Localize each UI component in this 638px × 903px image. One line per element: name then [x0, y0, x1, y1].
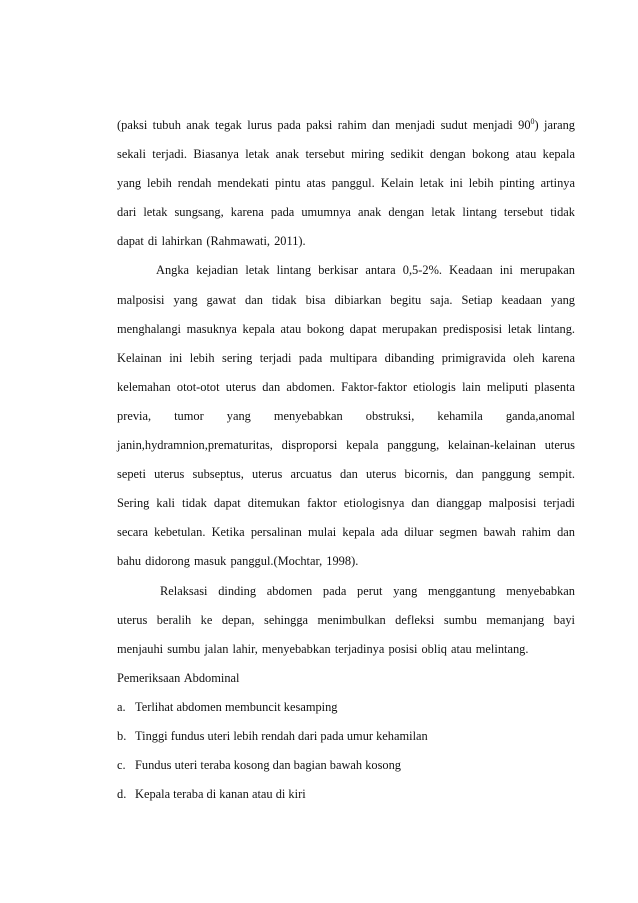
list-item-text: Tinggi fundus uteri lebih rendah dari pada umur kehamilan	[135, 728, 428, 743]
list-marker: c.	[117, 758, 126, 773]
paragraph-line: Relaksasi dinding abdomen pada perut yang menggantung menyebabkan	[160, 583, 575, 598]
paragraph-line: bahu didorong masuk panggul.(Mochtar, 1998).	[117, 554, 359, 569]
paragraph-3	[117, 583, 575, 670]
paragraph-line: Sering kali tidak dapat ditemukan faktor etiologisnya dan dianggap malposisi terjadi	[117, 496, 575, 511]
list-item	[117, 728, 575, 757]
findings-list	[117, 699, 575, 815]
paragraph-line: uterus beralih ke depan, sehingga menimbulkan defleksi sumbu memanjang bayi	[117, 612, 575, 627]
paragraph-line: malposisi yang gawat dan tidak bisa dibiarkan begitu saja. Setiap keadaan yang	[117, 292, 575, 307]
paragraph-1	[117, 117, 575, 262]
line-text-tail: ) jarang	[534, 118, 575, 132]
paragraph-2	[117, 262, 575, 582]
paragraph-line: kelemahan otot-otot uterus dan abdomen. Faktor-faktor etiologis lain meliputi plasenta	[117, 379, 575, 394]
paragraph-line: previa, tumor yang menyebabkan obstruksi, kehamila ganda,anomal	[117, 408, 575, 423]
list-item-text: Terlihat abdomen membuncit kesamping	[135, 699, 338, 714]
list-item-text: Kepala teraba di kanan atau di kiri	[135, 787, 306, 802]
paragraph-line: dapat di lahirkan (Rahmawati, 2011).	[117, 234, 306, 249]
paragraph-line: yang lebih rendah mendekati pintu atas panggul. Kelain letak ini lebih pinting artinya	[117, 176, 575, 191]
degree-superscript: 0	[530, 116, 535, 126]
paragraph-line: sekali terjadi. Biasanya letak anak tersebut miring sedikit dengan bokong atau kepala	[117, 147, 575, 162]
line-text: (paksi tubuh anak tegak lurus pada paksi rahim dan menjadi sudut menjadi 90	[117, 118, 531, 132]
paragraph-line: secara kebetulan. Ketika persalinan mulai kepala ada diluar segmen bawah rahim dan	[117, 525, 575, 540]
list-marker: b.	[117, 728, 127, 743]
list-item	[117, 699, 575, 728]
page-body	[117, 117, 575, 815]
list-item	[117, 786, 575, 815]
paragraph-line: menjauhi sumbu jalan lahir, menyebabkan terjadinya posisi obliq atau melintang.	[117, 641, 529, 656]
section-heading: Pemeriksaan Abdominal	[117, 670, 240, 685]
paragraph-line: Angka kejadian letak lintang berkisar antara 0,5-2%. Keadaan ini merupakan	[156, 263, 575, 278]
paragraph-line	[117, 117, 575, 146]
paragraph-line: Kelainan ini lebih sering terjadi pada multipara dibanding primigravida oleh karena	[117, 350, 575, 365]
list-item-text: Fundus uteri teraba kosong dan bagian bawah kosong	[135, 758, 401, 773]
paragraph-line: janin,hydramnion,prematuritas, disproporsi kepala panggung, kelainan-kelainan uterus	[117, 438, 575, 453]
paragraph-line: dari letak sungsang, karena pada umumnya anak dengan letak lintang tersebut tidak	[117, 205, 575, 220]
paragraph-line: menghalangi masuknya kepala atau bokong dapat merupakan predisposisi letak lintang.	[117, 321, 575, 336]
list-item	[117, 757, 575, 786]
paragraph-line: sepeti uterus subseptus, uterus arcuatus dan uterus bicornis, dan panggung sempit.	[117, 467, 575, 482]
list-marker: a.	[117, 699, 126, 714]
list-marker: d.	[117, 787, 127, 802]
